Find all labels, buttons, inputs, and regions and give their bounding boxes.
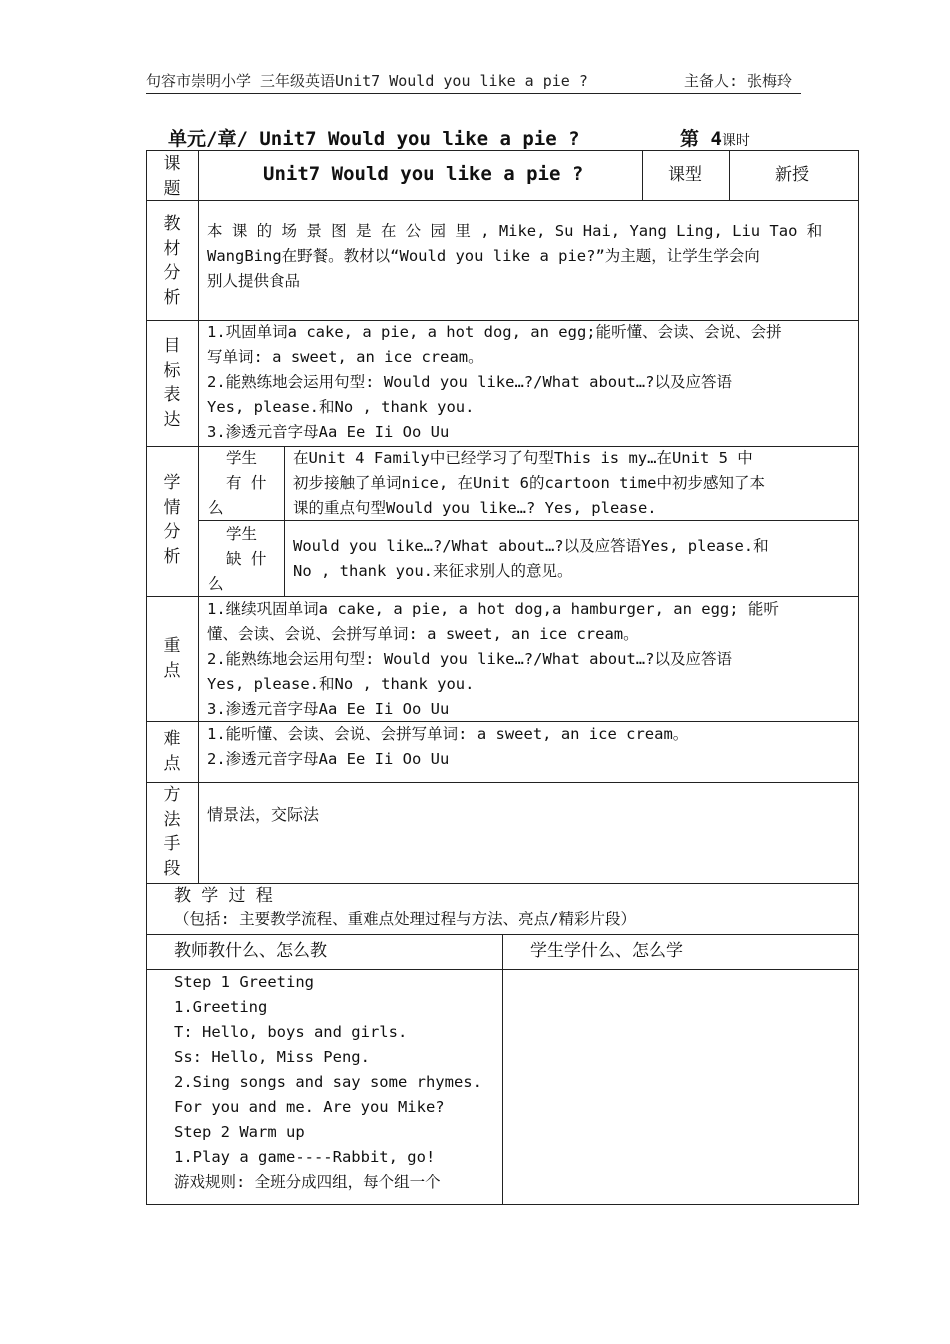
learner-analysis-label: 学 情 分 析	[163, 473, 181, 567]
teacher-column-header: 教师教什么、怎么教	[174, 941, 327, 961]
material-analysis-label: 教 材 分 析	[163, 214, 181, 308]
teacher-steps: Step 1 Greeting 1.Greeting T: Hello, boys and girls. Ss: Hello, Miss Peng. 2.Sing songs and say some rhymes. For you and me. Are you Mike? Step 2 Warm up 1.Play a game----Rabbit, go! 游戏规则: 全班分成四组，每个组一个	[174, 973, 482, 1191]
topic-label: 课 题	[163, 154, 181, 199]
learners-lack-label: 学生 缺 什 么	[208, 525, 267, 593]
school-course-line: 句容市崇明小学 三年级英语Unit7 Would you like a pie ?	[146, 72, 588, 90]
methods-label: 方 法 手 段	[163, 785, 181, 879]
lesson-type-label: 课型	[668, 165, 702, 185]
lesson-type-value: 新授	[775, 165, 809, 185]
key-points-text: 1.继续巩固单词a cake, a pie, a hot dog,a hamburger, an egg; 能听 懂、会读、会说、会拼写单词: a sweet, an ice cream。 2.能熟练地会运用句型: Would you like…?/What about…?以及应答语 Yes, please.和No , thank you. 3.渗透元音字母Aa Ee Ii Oo Uu	[207, 600, 779, 718]
learners-have-text: 在Unit 4 Family中已经学习了句型This is my…在Unit 5 中 初步接触了单词nice, 在Unit 6的cartoon time中初步感知了本 课的重点句型Would you like…? Yes, please.	[293, 449, 765, 517]
page-header	[146, 70, 801, 94]
difficulties-label: 难 点	[163, 729, 181, 774]
difficulties-text: 1.能听懂、会读、会说、会拼写单词: a sweet, an ice cream。 2.渗透元音字母Aa Ee Ii Oo Uu	[207, 725, 689, 768]
goals-label: 目 标 表 达	[163, 336, 181, 430]
unit-title: 单元/章/ Unit7 Would you like a pie ?	[168, 128, 580, 150]
learners-lack-text: Would you like…?/What about…?以及应答语Yes, please.和 No , thank you.来征求别人的意见。	[293, 537, 769, 580]
process-title: 教 学 过 程	[174, 886, 273, 906]
unit-title-line	[168, 124, 858, 151]
topic-value: Unit7 Would you like a pie ?	[263, 163, 584, 185]
methods-text: 情景法，交际法	[207, 805, 320, 824]
learners-have-label: 学生 有 什 么	[208, 449, 267, 517]
preparer: 主备人: 张梅玲	[684, 72, 793, 90]
goals-text: 1.巩固单词a cake, a pie, a hot dog, an egg;能听懂、会读、会说、会拼 写单词: a sweet, an ice cream。 2.能熟练地会运用句型: Would you like…?/What about…?以及应答语 Yes, please.和No , thank you. 3.渗透元音字母Aa Ee Ii Oo Uu	[207, 323, 782, 441]
material-analysis-text: 本 课 的 场 景 图 是 在 公 园 里 , Mike, Su Hai, Yang Ling, Liu Tao 和 WangBing在野餐。教材以“Would you like a pie?”为主题，让学生学会向 别人提供食品	[207, 222, 823, 290]
lesson-number: 第 4课时	[680, 128, 750, 150]
process-subtitle: （包括: 主要教学流程、重难点处理过程与方法、亮点/精彩片段）	[174, 910, 636, 928]
key-points-label: 重 点	[163, 636, 181, 681]
student-column-header: 学生学什么、怎么学	[530, 941, 683, 961]
